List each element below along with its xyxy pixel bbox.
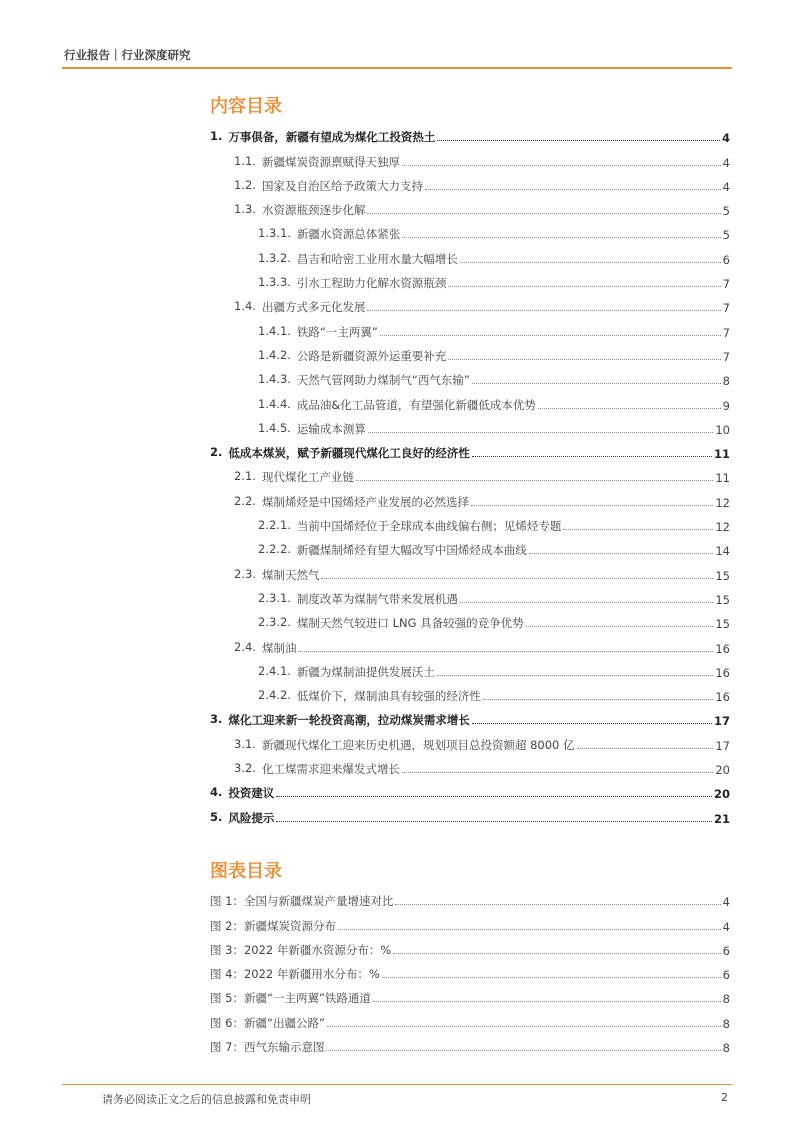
toc-entry-number: 1.3.3.: [258, 275, 291, 290]
toc-entry-page: 10: [715, 422, 730, 437]
toc-entry[interactable]: [210, 121, 730, 145]
dot-leader: [395, 904, 720, 905]
toc-entry[interactable]: [210, 801, 730, 825]
toc-entry[interactable]: [210, 291, 730, 315]
toc-entry-page: 4: [722, 179, 730, 194]
toc-entry-number: 5.: [210, 809, 223, 824]
figure-entry-label: [210, 918, 336, 934]
toc-entry-text: 当前中国烯烃位于全球成本曲线偏右侧；见烯烃专题: [296, 519, 562, 534]
toc-entry[interactable]: [210, 680, 730, 704]
figure-entry-number: 图 3：: [210, 942, 244, 957]
toc-entry-text: 昌吉和哈密工业用水量大幅增长: [296, 251, 458, 266]
toc-entry-label: [258, 688, 481, 704]
toc-entry[interactable]: [210, 170, 730, 194]
toc-entry-page: 7: [722, 277, 730, 292]
figure-entry-label: [210, 1039, 324, 1055]
toc-entry-text: 国家及自治区给予政策大力支持: [261, 178, 423, 193]
toc-entry-page: 12: [715, 495, 730, 510]
toc-entry-page: 7: [722, 349, 730, 364]
toc-entry-page: 4: [722, 155, 730, 170]
toc-entry-number: 1.4.1.: [258, 323, 291, 338]
dot-leader: [448, 286, 720, 287]
figure-entry[interactable]: [210, 909, 730, 933]
figure-entry[interactable]: [210, 1006, 730, 1030]
header-divider: [62, 67, 732, 69]
figure-entry[interactable]: [210, 934, 730, 958]
toc-title: 内容目录: [210, 96, 282, 117]
dot-leader: [373, 1001, 721, 1002]
toc-entry-text: 新疆水资源总体紧张: [296, 227, 401, 242]
toc-entry-page: 5: [722, 204, 730, 219]
toc-list: [210, 121, 730, 826]
toc-entry-label: [234, 640, 296, 656]
toc-entry-text: 低煤价下，煤制油具有较强的经济性: [296, 689, 481, 704]
toc-entry[interactable]: [210, 704, 730, 728]
dot-leader: [367, 310, 720, 311]
dot-leader: [448, 359, 720, 360]
dot-leader: [276, 796, 712, 797]
figure-entry-page: 6: [722, 968, 730, 983]
toc-entry-label: [258, 372, 470, 388]
toc-entry-label: [258, 421, 366, 437]
toc-entry-label: [234, 567, 319, 583]
toc-entry-text: 煤制烯烃是中国烯烃产业发展的必然选择: [261, 494, 469, 509]
dot-leader: [402, 165, 721, 166]
dot-leader: [425, 189, 721, 190]
figure-entry-label: [210, 942, 391, 958]
toc-entry[interactable]: [210, 242, 730, 266]
toc-entry-text: 引水工程助力化解水资源瓶颈: [296, 276, 447, 291]
toc-entry-label: [210, 712, 470, 728]
toc-entry-number: 2.2.1.: [258, 518, 291, 533]
toc-entry-text: 新疆为煤制油提供发展沃土: [296, 664, 435, 679]
toc-entry-number: 2.: [210, 445, 223, 460]
toc-entry-number: 1.4.2.: [258, 347, 291, 362]
dot-leader: [437, 140, 720, 141]
dot-leader: [563, 529, 713, 530]
dot-leader: [326, 1050, 720, 1051]
toc-entry-page: 6: [722, 252, 730, 267]
toc-entry-number: 1.4.4.: [258, 396, 291, 411]
toc-entry[interactable]: [210, 558, 730, 582]
toc-entry-page: 9: [722, 398, 730, 413]
toc-entry-page: 17: [713, 714, 730, 729]
toc-entry-label: [258, 251, 458, 267]
toc-entry-number: 3.2.: [234, 761, 256, 776]
figure-entry-page: 4: [722, 919, 730, 934]
dot-leader: [472, 723, 712, 724]
toc-entry-text: 煤制油: [261, 640, 297, 655]
dot-leader: [367, 213, 720, 214]
figure-entry[interactable]: [210, 958, 730, 982]
toc-entry-text: 铁路“一主两翼”: [296, 324, 378, 339]
toc-entry-page: 5: [722, 228, 730, 243]
dot-leader: [327, 1026, 721, 1027]
figure-entry-number: 图 5：: [210, 991, 244, 1006]
figure-entry[interactable]: [210, 885, 730, 909]
figure-entry-text: 2022 年新疆水资源分布：%: [243, 942, 392, 957]
toc-entry-number: 2.3.1.: [258, 590, 291, 605]
toc-entry-label: [258, 615, 524, 631]
toc-entry-page: 12: [715, 520, 730, 535]
toc-entry-page: 17: [715, 738, 730, 753]
toc-entry[interactable]: [210, 510, 730, 534]
dot-leader: [526, 626, 714, 627]
dot-leader: [298, 651, 713, 652]
toc-entry-page: 11: [715, 471, 730, 486]
toc-entry[interactable]: [210, 194, 730, 218]
toc-entry[interactable]: [210, 364, 730, 388]
dot-leader: [380, 335, 721, 336]
toc-entry-label: [210, 129, 435, 145]
toc-entry-page: 8: [722, 374, 730, 389]
figure-entry-text: 2022 年新疆用水分布：%: [243, 967, 380, 982]
figure-entry[interactable]: [210, 982, 730, 1006]
toc-entry[interactable]: [210, 145, 730, 169]
toc-entry-label: [234, 299, 365, 315]
toc-entry-number: 1.3.2.: [258, 250, 291, 265]
toc-entry-label: [234, 469, 354, 485]
dot-leader: [402, 772, 713, 773]
toc-entry[interactable]: [210, 437, 730, 461]
dot-leader: [472, 383, 721, 384]
toc-entry-label: [234, 154, 400, 170]
toc-entry-number: 1.4.: [234, 299, 256, 314]
toc-entry-number: 1.2.: [234, 177, 256, 192]
toc-entry-label: [258, 275, 446, 291]
figure-entry-text: 全国与新疆煤炭产量增速对比: [243, 894, 394, 909]
toc-entry-number: 4.: [210, 785, 223, 800]
toc-entry-number: 1.4.3.: [258, 372, 291, 387]
toc-entry-label: [258, 518, 561, 534]
figure-entry[interactable]: [210, 1031, 730, 1055]
figure-entry-number: 图 1：: [210, 894, 244, 909]
toc-entry[interactable]: [210, 267, 730, 291]
toc-entry-number: 2.4.: [234, 639, 256, 654]
dot-leader: [472, 456, 712, 457]
toc-entry-text: 运输成本测算: [296, 421, 366, 436]
toc-entry[interactable]: [210, 607, 730, 631]
toc-entry[interactable]: [210, 340, 730, 364]
toc-entry-label: [234, 178, 423, 194]
toc-entry-text: 出疆方式多元化发展: [261, 300, 366, 315]
toc-entry-page: 16: [715, 641, 730, 656]
toc-entry-label: [258, 324, 378, 340]
figure-entry-text: 西气东输示意图: [243, 1040, 325, 1055]
figures-list: [210, 885, 730, 1055]
figures-title: 图表目录: [210, 861, 282, 882]
toc-entry-page: 16: [715, 690, 730, 705]
toc-entry-number: 3.1.: [234, 736, 256, 751]
toc-entry-label: [258, 348, 446, 364]
dot-leader: [538, 408, 721, 409]
toc-entry[interactable]: [210, 315, 730, 339]
toc-entry-text: 投资建议: [228, 786, 275, 801]
toc-entry-label: [258, 591, 458, 607]
toc-entry-page: 7: [722, 325, 730, 340]
toc-entry-label: [210, 810, 274, 826]
toc-entry-text: 公路是新疆资源外运重要补充: [296, 348, 447, 363]
toc-entry-page: 21: [713, 811, 730, 826]
toc-entry[interactable]: [210, 583, 730, 607]
toc-entry-page: 14: [715, 544, 730, 559]
toc-entry[interactable]: [210, 218, 730, 242]
dot-leader: [577, 748, 714, 749]
toc-entry[interactable]: [210, 461, 730, 485]
figure-entry-text: 新疆“一主两翼”铁路通道: [243, 991, 371, 1006]
toc-entry-text: 新疆煤炭资源禀赋得天独厚: [261, 154, 400, 169]
toc-entry[interactable]: [210, 388, 730, 412]
toc-entry[interactable]: [210, 413, 730, 437]
toc-entry[interactable]: [210, 728, 730, 752]
toc-entry-page: 15: [715, 617, 730, 632]
toc-entry-page: 11: [713, 447, 730, 462]
toc-entry-text: 水资源瓶颈逐步化解: [261, 203, 366, 218]
toc-entry-text: 煤制天然气: [261, 567, 320, 582]
toc-entry-text: 成品油&化工品管道，有望强化新疆低成本优势: [296, 397, 536, 412]
figure-entry-page: 4: [722, 895, 730, 910]
toc-entry[interactable]: [210, 534, 730, 558]
footer-divider: [62, 1084, 732, 1085]
figure-entry-page: 8: [722, 992, 730, 1007]
toc-entry-page: 15: [715, 568, 730, 583]
dot-leader: [460, 602, 713, 603]
dot-leader: [471, 505, 713, 506]
figure-entry-page: 8: [722, 1016, 730, 1031]
toc-entry-label: [234, 202, 365, 218]
dot-leader: [483, 699, 713, 700]
toc-entry-page: 7: [722, 301, 730, 316]
toc-entry-page: 4: [721, 131, 730, 146]
toc-entry-text: 新疆现代煤化工迎来历史机遇，规划项目总投资额超 8000 亿: [261, 737, 575, 752]
figure-entry-label: [210, 1015, 325, 1031]
figure-entry-number: 图 4：: [210, 967, 244, 982]
toc-entry[interactable]: [210, 656, 730, 680]
toc-entry-number: 2.3.: [234, 566, 256, 581]
dot-leader: [460, 262, 721, 263]
toc-entry-page: 20: [713, 787, 730, 802]
toc-entry-label: [210, 445, 470, 461]
toc-entry-text: 新疆煤制烯烃有望大幅改写中国烯烃成本曲线: [296, 543, 527, 558]
toc-entry-number: 2.4.1.: [258, 663, 291, 678]
toc-entry-page: 15: [715, 592, 730, 607]
figure-entry-label: [210, 966, 380, 982]
dot-leader: [402, 237, 720, 238]
dot-leader: [393, 953, 720, 954]
figure-entry-label: [210, 990, 371, 1006]
toc-entry-text: 万事俱备，新疆有望成为煤化工投资热土: [228, 130, 436, 145]
toc-entry-number: 3.: [210, 712, 223, 727]
toc-entry[interactable]: [210, 753, 730, 777]
toc-entry-text: 煤制天然气较进口 LNG 具备较强的竞争优势: [296, 616, 524, 631]
figure-entry-number: 图 6：: [210, 1015, 244, 1030]
toc-entry-text: 化工煤需求迎来爆发式增长: [261, 762, 400, 777]
toc-entry-number: 1.4.5.: [258, 420, 291, 435]
report-header: 行业报告｜行业深度研究: [64, 48, 191, 62]
toc-entry-text: 天然气管网助力煤制气“西气东输”: [296, 373, 470, 388]
toc-entry-page: 16: [715, 665, 730, 680]
toc-entry-number: 2.1.: [234, 469, 256, 484]
figure-entry-text: 新疆煤炭资源分布: [243, 918, 336, 933]
dot-leader: [338, 929, 721, 930]
figure-entry-text: 新疆“出疆公路”: [243, 1015, 325, 1030]
figure-entry-page: 8: [722, 1041, 730, 1056]
toc-entry[interactable]: [210, 631, 730, 655]
toc-entry-label: [258, 542, 527, 558]
dot-leader: [529, 553, 713, 554]
dot-leader: [321, 578, 713, 579]
toc-entry-number: 2.3.2.: [258, 615, 291, 630]
toc-entry-number: 2.2.2.: [258, 542, 291, 557]
dot-leader: [382, 977, 721, 978]
toc-entry[interactable]: [210, 777, 730, 801]
toc-entry-number: 1.3.: [234, 202, 256, 217]
toc-entry-label: [210, 785, 274, 801]
toc-entry-label: [258, 397, 536, 413]
toc-entry-page: 20: [715, 763, 730, 778]
footer-disclaimer: 请务必阅读正文之后的信息披露和免责申明: [102, 1093, 311, 1106]
figure-entry-number: 图 2：: [210, 918, 244, 933]
dot-leader: [437, 675, 713, 676]
figure-entry-number: 图 7：: [210, 1040, 244, 1055]
toc-entry-label: [234, 494, 469, 510]
figure-entry-page: 6: [722, 943, 730, 958]
toc-entry-text: 风险提示: [228, 810, 275, 825]
page-number: 2: [721, 1091, 728, 1104]
figure-entry-label: [210, 893, 393, 909]
toc-entry-text: 现代煤化工产业链: [261, 470, 354, 485]
dot-leader: [356, 480, 713, 481]
toc-entry-number: 1.3.1.: [258, 226, 291, 241]
toc-entry-text: 煤化工迎来新一轮投资高潮，拉动煤炭需求增长: [228, 713, 470, 728]
toc-entry-number: 1.1.: [234, 153, 256, 168]
toc-entry-label: [234, 761, 400, 777]
toc-entry-number: 2.2.: [234, 493, 256, 508]
toc-entry-text: 制度改革为煤制气带来发展机遇: [296, 591, 458, 606]
toc-entry-label: [234, 737, 575, 753]
toc-entry-number: 2.4.2.: [258, 688, 291, 703]
dot-leader: [368, 432, 713, 433]
toc-entry[interactable]: [210, 485, 730, 509]
toc-entry-label: [258, 664, 435, 680]
toc-entry-text: 低成本煤炭，赋予新疆现代煤化工良好的经济性: [228, 446, 470, 461]
toc-entry-label: [258, 226, 400, 242]
toc-entry-number: 1.: [210, 129, 223, 144]
dot-leader: [276, 821, 712, 822]
